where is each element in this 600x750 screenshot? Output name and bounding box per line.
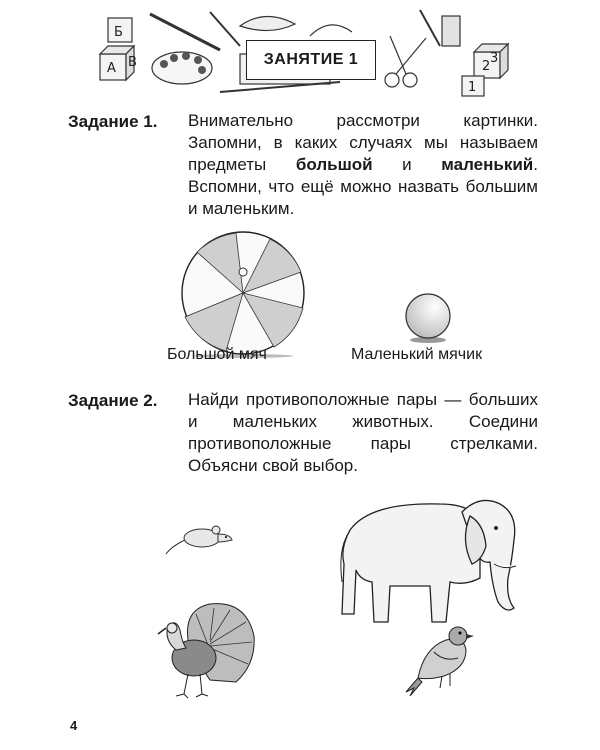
task1-bold-small: маленький bbox=[441, 155, 534, 174]
task1-text-mid: и bbox=[372, 155, 442, 174]
task2-label: Задание 2. bbox=[68, 391, 158, 410]
page-number: 4 bbox=[70, 718, 78, 733]
cube-digit-2: 2 bbox=[482, 59, 491, 74]
cube-letter-a: А bbox=[107, 61, 116, 76]
cube-digit-1: 1 bbox=[468, 80, 477, 95]
task1-text-before: Внимательно рассмотри картинки. Запомни, в каких случаях мы называем предметы bbox=[188, 111, 538, 174]
sparrow-image bbox=[404, 618, 476, 696]
task1-label: Задание 1. bbox=[68, 112, 158, 131]
task1-bold-big: большой bbox=[295, 155, 373, 174]
elephant-image bbox=[330, 490, 550, 630]
lesson-title: ЗАНЯТИЕ 1 bbox=[246, 40, 376, 80]
cube-letter-b: Б bbox=[114, 25, 123, 40]
task2-text: Найди противоположные пары — больших и маленьких животных. Соедини противоположные пары стрелками. Объясни свой выбор. bbox=[188, 390, 538, 475]
task1-text bbox=[188, 110, 538, 220]
big-ball-image bbox=[170, 228, 316, 358]
task1-text-after: . Вспомни, что ещё можно назвать большим и маленьким. bbox=[188, 155, 538, 218]
small-ball-caption: Маленький мячик bbox=[351, 346, 483, 363]
small-ball-image bbox=[400, 290, 456, 346]
cube-letter-v: В bbox=[128, 55, 137, 70]
mouse-image bbox=[162, 520, 234, 556]
turkey-image bbox=[150, 600, 258, 700]
big-ball-caption: Большой мяч bbox=[167, 346, 267, 363]
scissors-icon bbox=[385, 36, 426, 87]
cube-digit-3: 3 bbox=[490, 51, 499, 66]
